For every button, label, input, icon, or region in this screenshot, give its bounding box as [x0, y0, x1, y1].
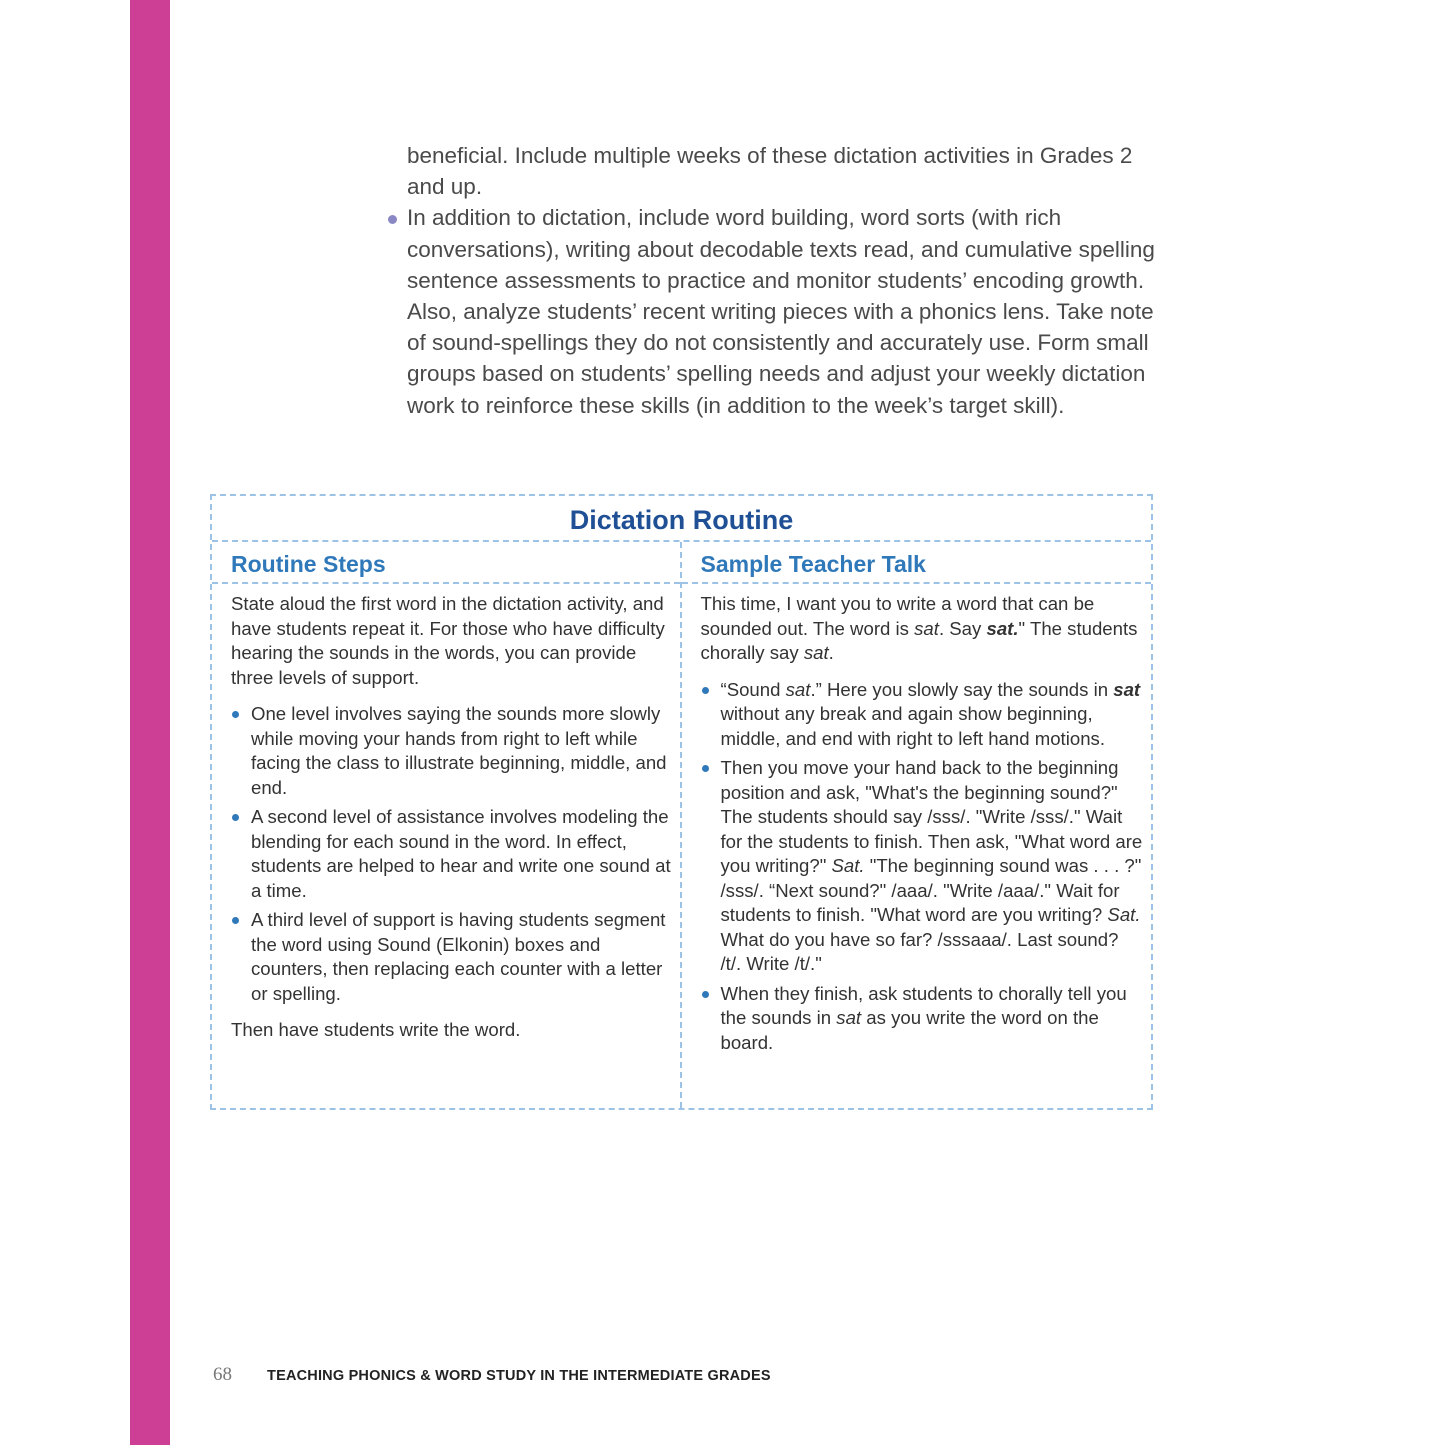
- text-run: This time, I want you to write a word that can be sounded out. The word is: [700, 593, 1095, 639]
- text-run: “Sound: [720, 678, 786, 700]
- list-item: A third level of support is having students segment the word using Sound (Elkonin) boxes and counters, then replacing each counter with a letter or spelling.: [231, 908, 672, 1006]
- text-run: "The beginning sound was . . . ?" /sss/. “Next sound?" /aaa/. "Write /aaa/." Wait for students to finish. "What word are you writing?: [720, 855, 1142, 925]
- italic-word: sat: [803, 642, 829, 663]
- routine-steps-column: [212, 542, 682, 1108]
- intro-paragraph-continued: beneficial. Include multiple weeks of these dictation activities in Grades 2 and up.: [407, 143, 1133, 200]
- text-run: " The students chorally say: [700, 617, 1138, 663]
- teacher-talk-list: [701, 678, 1144, 1056]
- text-run: . Say: [938, 617, 987, 639]
- teacher-talk-heading: Sample Teacher Talk: [682, 542, 1152, 584]
- list-item: A second level of assistance involves modeling the blending for each sound in the word. In effect, students are helped to hear and write one sound at a time.: [231, 805, 672, 903]
- text-run: without any break and again show beginning, middle, and end with right to left hand motions.: [720, 703, 1105, 749]
- routine-steps-intro: State aloud the first word in the dictation activity, and have students repeat it. For those who have difficulty hearing the sounds in the words, you can provide three levels of support.: [231, 593, 665, 688]
- italic-word: sat.: [986, 617, 1019, 639]
- page-footer: [213, 1362, 771, 1388]
- list-item: [701, 756, 1144, 977]
- routine-title: Dictation Routine: [212, 496, 1151, 542]
- list-item: One level involves saying the sounds more slowly while moving your hands from right to left while facing the class to illustrate beginning, middle, and end.: [231, 702, 672, 800]
- book-title: TEACHING PHONICS & WORD STUDY IN THE INTERMEDIATE GRADES: [267, 1368, 771, 1384]
- text-run: When they finish, ask students to chorally tell you the sounds in: [720, 982, 1127, 1028]
- routine-steps-body: [212, 584, 680, 1043]
- routine-steps-closing: Then have students write the word.: [231, 1019, 521, 1040]
- italic-word: Sat.: [1107, 904, 1141, 925]
- italic-word: Sat.: [831, 855, 865, 876]
- routine-steps-heading: Routine Steps: [212, 542, 680, 584]
- teacher-talk-column: [682, 542, 1152, 1108]
- italic-word: sat: [836, 1007, 862, 1028]
- text-run: as you write the word on the board.: [720, 1007, 1099, 1053]
- teacher-talk-body: [682, 584, 1152, 1055]
- italic-word: sat: [1113, 678, 1141, 700]
- text-run: Then you move your hand back to the beginning position and ask, "What's the beginning sound?" The students should say /sss/. "Write /sss/." Wait for the students to finish. Then ask, "What word are you writing?": [720, 757, 1143, 876]
- bullet-dot-icon: [388, 215, 397, 224]
- text-run: What do you have so far? /sssaaa/. Last sound? /t/. Write /t/.": [720, 928, 1119, 974]
- list-item: [701, 678, 1144, 752]
- intro-bullet: [407, 202, 1155, 420]
- text-run: .: [828, 642, 834, 663]
- intro-bullet-text: In addition to dictation, include word building, word sorts (with rich conversations), writing about decodable texts read, and cumulative spelling sentence assessments to practice and monitor students’ encoding growth. Also, analyze students’ recent writing pieces with a phonics lens. Take note of sound-spellings they do not consistently and accurately use. Form small groups based on students’ spelling needs and adjust your weekly dictation work to reinforce these skills (in addition to the week’s target skill).: [407, 205, 1155, 418]
- italic-word: sat: [785, 678, 811, 700]
- list-item: [701, 982, 1144, 1056]
- teacher-talk-intro: [701, 592, 1144, 666]
- intro-text: [385, 140, 1155, 421]
- side-color-bar: [130, 0, 170, 1445]
- italic-word: sat: [914, 617, 939, 639]
- dictation-routine-box: [210, 494, 1153, 1110]
- page-number: 68: [213, 1364, 232, 1385]
- routine-steps-list: [231, 702, 672, 1006]
- routine-columns: [212, 542, 1151, 1108]
- text-run: .” Here you slowly say the sounds in: [810, 678, 1114, 700]
